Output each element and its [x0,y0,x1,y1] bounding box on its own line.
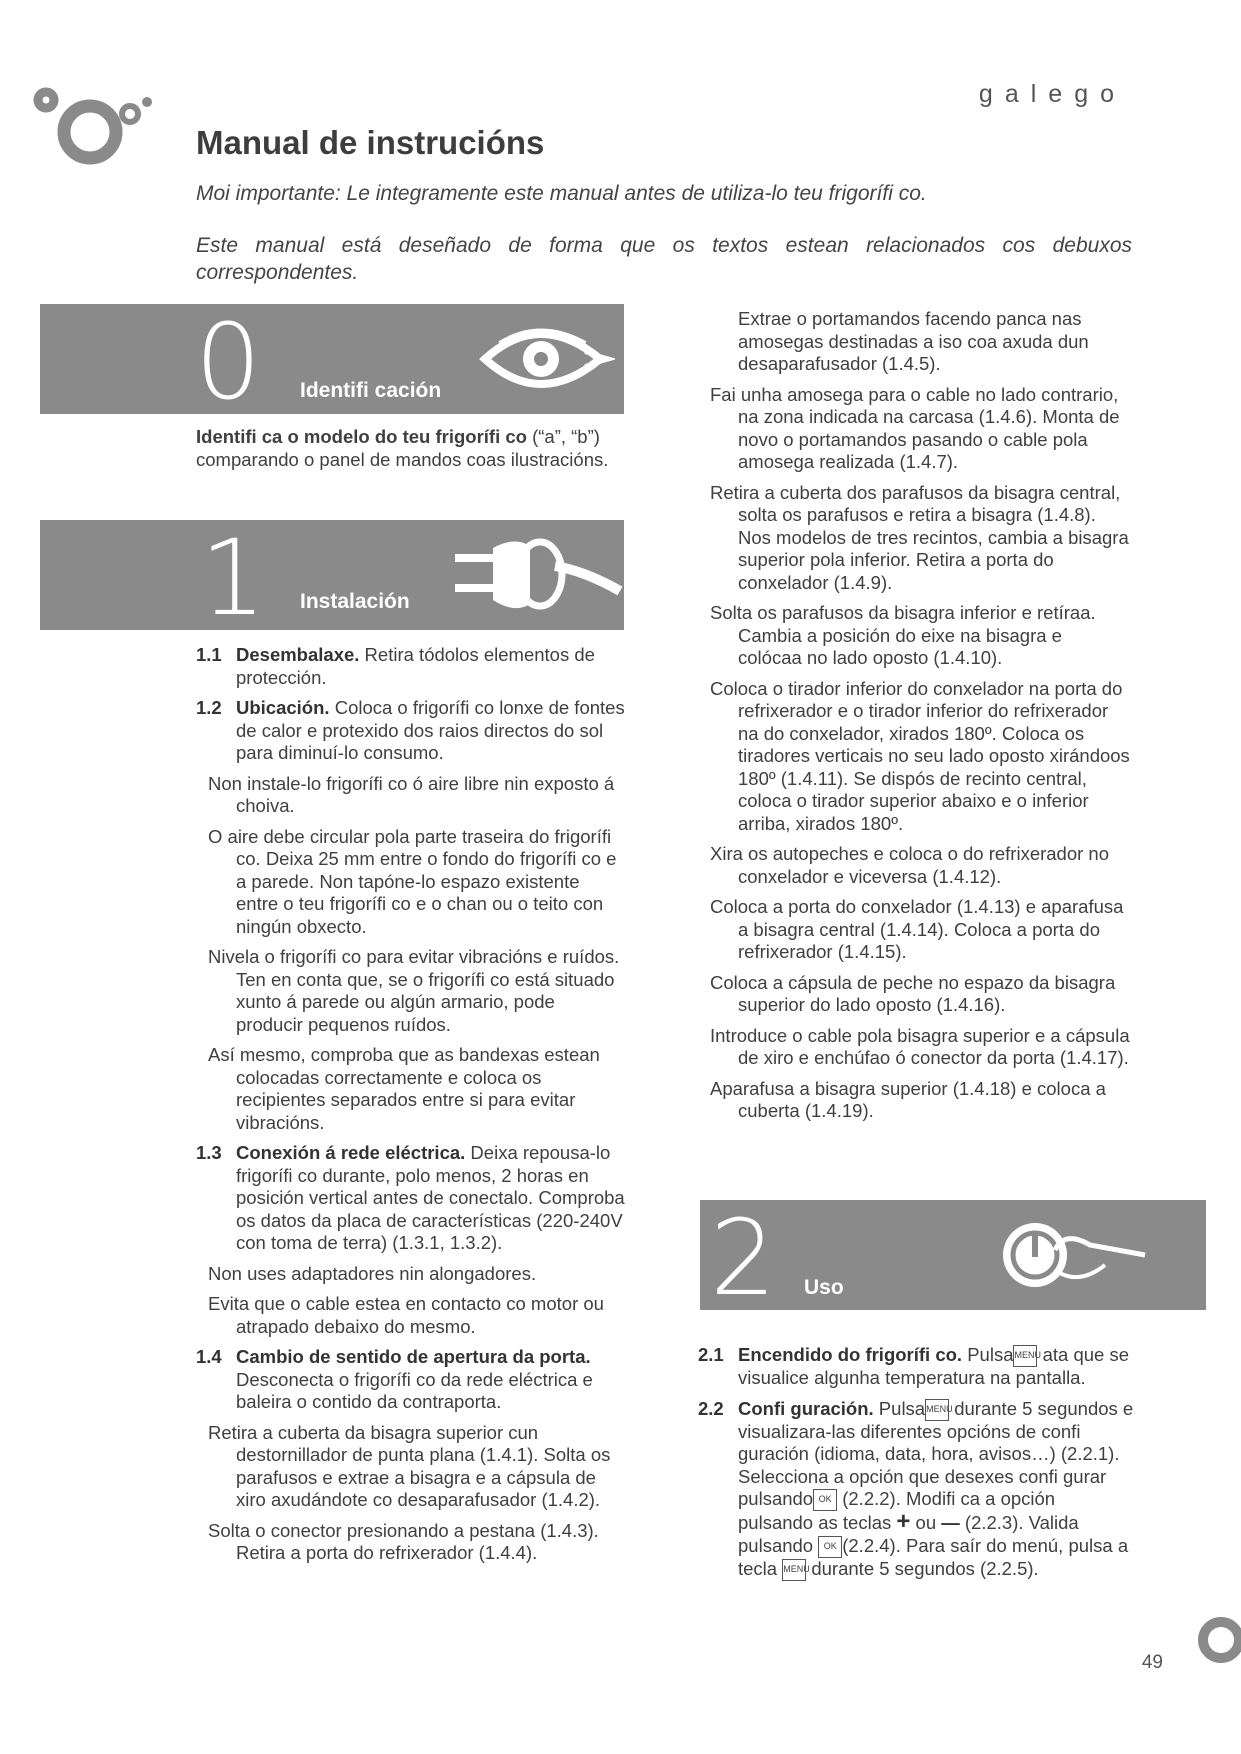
section-num: 2.1 [698,1344,724,1365]
plug-icon [445,526,625,626]
paragraph: Extrae o portamandos facendo panca nas amosegas destinadas a iso coa axuda dun desaparafusador (1.4.5). [738,308,1089,374]
paragraph: Coloca a cápsula de peche no espazo da bisagra superior do lado oposto (1.4.16). [710,971,1116,1015]
section-label: Uso [804,1276,844,1299]
section-1-4 [196,1346,626,1414]
use-column [698,1344,1134,1589]
section-banner-installation [40,517,624,639]
paragraph: Retira a cuberta dos parafusos da bisagra central, solta os parafusos e retira a bisagra (1.4.8). Nos modelos de tres recintos, cambia a bisagra superior pola inferior. Retira a porta do conxelador (1.4.9). [710,481,1129,593]
section-text: (2.2.3). Valida pulsando [738,1512,1079,1556]
identification-bold: Identifi ca o modelo do teu frigorífi co [196,426,527,447]
section-title: Cambio de sentido de apertura da porta. [236,1346,591,1367]
eye-icon [475,314,615,404]
identification-text [196,426,616,479]
section-title: Desembalaxe. [236,644,360,665]
section-banner-identification [40,301,624,423]
language-label: galego [978,80,1126,108]
section-number: 0 [195,301,262,423]
paragraph: Coloca o tirador inferior do conxelador na porta do refrixerador e o tirador inferior do refrixerador na do conxelador, xirados 180º. Coloca os tiradores verticais no seu lado oposto xirándoos 180º (1.4.11). Se dispós de recinto central, coloca o tirador superior abaixo e o inferior arriba, xirados 180º. [710,677,1130,834]
intro-manual: Este manual está deseñado de forma que os textos estean relacionados cos debuxos correspondentes. [196,234,1132,284]
section-text: Pulsa [873,1397,926,1419]
paragraph: Coloca a porta do conxelador (1.4.13) e aparafusa a bisagra central (1.4.14). Coloca a porta do refrixerador (1.4.15). [710,896,1124,962]
section-title: Conexión á rede eléctrica. [236,1142,466,1163]
paragraph: Solta os parafusos da bisagra inferior e retíraa. Cambia a posición do eixe na bisagra e colócaa no lado oposto (1.4.10). [710,602,1096,668]
ok-button-icon: OK [813,1489,837,1511]
menu-button-icon: MENU [782,1559,806,1581]
paragraph: Aparafusa a bisagra superior (1.4.18) e coloca a cuberta (1.4.19). [710,1077,1106,1121]
section-num: 1.2 [196,697,222,718]
page-corner-decoration [1181,1600,1241,1685]
section-text: (2.2.2). Modifi ca a opción pulsando as teclas [738,1488,1056,1534]
paragraph: Solta o conector presionando a pestana (1.4.3). Retira a porta do refrixerador (1.4.4). [208,1519,599,1563]
section-label: Identifi cación [300,379,442,402]
section-num: 1.4 [196,1346,222,1367]
power-button-icon [980,1210,1150,1300]
paragraph: Non instale-lo frigorífi co ó aire libre nin exposto á choiva. [208,772,615,816]
ok-button-icon: OK [818,1536,842,1558]
section-num: 2.2 [698,1397,724,1419]
section-num: 1.3 [196,1142,222,1163]
paragraph: Fai unha amosega para o cable no lado contrario, na zona indicada na carcasa (1.4.6). Monta de novo o portamandos pasando o cable pola amosega realizada (1.4.7). [710,383,1120,472]
section-text: ata que se visualice algunha temperatura na pantalla. [738,1344,1130,1389]
section-label: Instalación [300,590,410,613]
section-title: Ubicación. [236,697,330,718]
identification-rest: (“a”, “b”) comparando o panel de mandos coas ilustracións. [196,426,609,470]
page-number: 49 [1141,1652,1163,1673]
plus-key-icon: + [896,1508,911,1536]
paragraph: Nivela o frigorífi co para evitar vibracións e ruídos. Ten en conta que, se o frigorífi co está situado xunto á parede ou algún armario, pode producir pequenos ruídos. [208,946,620,1035]
paragraph: O aire debe circular pola parte traseira do frigorífi co. Deixa 25 mm entre o fondo do frigorífi co e a parede. Non tapóne-lo espazo existente entre o teu frigorífi co e o chan ou o teito con ningún obxecto. [208,825,617,937]
section-1-1 [196,644,626,689]
paragraph: Xira os autopeches e coloca o do refrixerador no conxelador e viceversa (1.4.12). [710,843,1110,887]
page-title: Manual de instrucións [196,124,545,161]
section-text: Pulsa [962,1344,1014,1365]
installation-column [196,644,626,1573]
section-2-1 [698,1344,1134,1390]
menu-button-icon: MENU [1013,1345,1037,1367]
section-number: 2 [710,1197,777,1319]
section-num: 1.1 [196,644,222,665]
section-text: Deixa repousa-lo frigorífi co durante, polo menos, 2 horas en posición vertical antes de conectalo. Comproba os datos da placa de características (220-240V con toma de terra) (1.3.1, 1.3.2). [236,1142,625,1253]
section-text: (2.2.4). Para saír do menú, pulsa a tecla [738,1534,1129,1579]
paragraph: Evita que o cable estea en contacto co motor ou atrapado debaixo do mesmo. [208,1293,604,1337]
section-text: ou [910,1512,942,1534]
paragraph: Non uses adaptadores nin alongadores. [208,1262,537,1284]
section-number: 1 [200,517,267,639]
paragraph: Así mesmo, comproba que as bandexas estean colocadas correctamente e coloca os recipientes separados entre si para evitar vibracións. [208,1044,600,1133]
section-text: Coloca o frigorífi co lonxe de fontes de calor e protexido dos raios directos do sol para diminuí-lo consumo. [236,697,625,763]
door-reversal-column [710,308,1130,1131]
section-title: Confi guración. [738,1397,874,1419]
paragraph: Introduce o cable pola bisagra superior e a cápsula de xiro e enchúfao ó conector da porta (1.4.17). [710,1024,1130,1068]
menu-button-icon: MENU [925,1399,949,1421]
brand-logo [30,78,170,193]
section-text: Retira tódolos elementos de protección. [236,644,595,688]
minus-key-icon: — [941,1512,960,1534]
section-title: Encendido do frigorífi co. [738,1344,963,1365]
section-text: durante 5 segundos (2.2.5). [806,1557,1039,1579]
section-banner-use [700,1197,1206,1319]
section-1-2 [196,697,626,765]
section-text: Desconecta o frigorífi co da rede eléctrica e baleira o contido da contraporta. [236,1368,593,1412]
section-2-2 [698,1398,1134,1581]
section-text: durante 5 segundos e visualizara-las diferentes opcións de confi guración (idioma, data, hora, avisos…) (2.2.1). Selecciona a opción que desexes confi gurar pulsando [738,1397,1134,1510]
section-1-3 [196,1142,626,1255]
paragraph: Retira a cuberta da bisagra superior cun destornillador de punta plana (1.4.1). Solta os parafusos e extrae a bisagra e a cápsula de xiro axudándote co desaparafusador (1.4.2). [208,1421,611,1510]
intro-important: Moi importante: Le integramente este manual antes de utiliza-lo teu frigorífi co. [196,182,927,205]
